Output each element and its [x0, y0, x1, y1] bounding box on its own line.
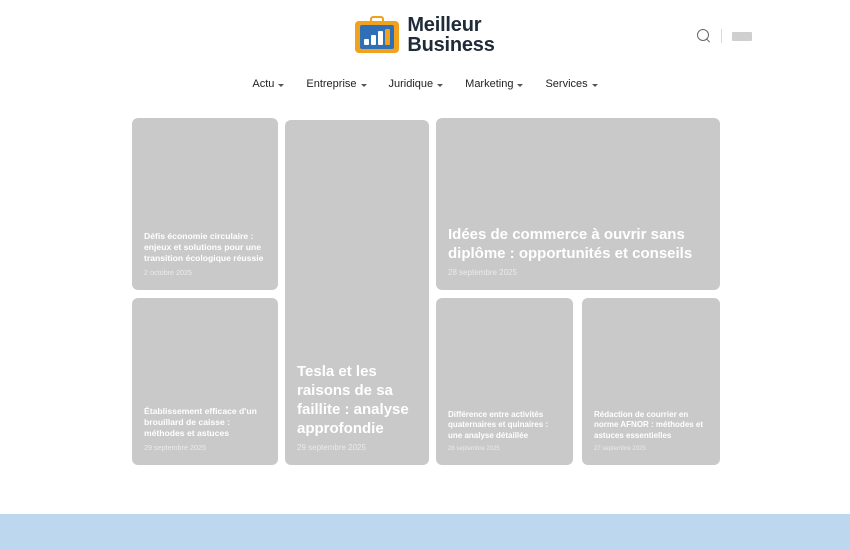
article-title: Rédaction de courrier en norme AFNOR : méthodes et astuces essentielles [594, 410, 704, 440]
article-grid [130, 120, 720, 472]
toolbar-divider [721, 29, 722, 43]
article-card[interactable] [436, 118, 720, 290]
article-card[interactable] [132, 298, 278, 465]
article-date: 2 octobre 2025 [144, 268, 192, 278]
article-card[interactable] [436, 298, 573, 465]
chevron-down-icon [437, 84, 443, 87]
article-date: 29 septembre 2025 [144, 443, 206, 453]
article-card[interactable] [285, 120, 429, 465]
chevron-down-icon [361, 84, 367, 87]
article-title: Différence entre activités quaternaires et quinaires : une analyse détaillée [448, 410, 549, 440]
site-logo[interactable] [355, 15, 494, 56]
nav-item-label: Actu [252, 78, 275, 90]
language-switcher[interactable] [732, 32, 752, 41]
chevron-down-icon [517, 84, 523, 87]
nav-item-label: Juridique [388, 78, 434, 90]
chevron-down-icon [278, 84, 284, 87]
article-date: 27 septembre 2025 [594, 445, 646, 452]
article-title: Idées de commerce à ouvrir sans diplôme : opportunités et conseils [448, 226, 693, 263]
site-logo-text [407, 15, 494, 56]
article-card[interactable] [582, 298, 720, 465]
nav-item-entreprise[interactable] [306, 78, 366, 90]
article-title: Défis économie circulaire : enjeux et solutions pour une transition écologique réussie [144, 231, 264, 264]
article-date: 29 septembre 2025 [297, 443, 366, 453]
nav-item-marketing[interactable] [465, 78, 523, 90]
main-navigation [0, 70, 850, 98]
logo-line-2: Business [407, 34, 495, 56]
nav-item-actu[interactable] [252, 78, 284, 90]
chevron-down-icon [592, 84, 598, 87]
briefcase-chart-icon [355, 15, 399, 55]
nav-item-services[interactable] [545, 78, 597, 90]
article-date: 28 septembre 2025 [448, 268, 517, 278]
nav-item-label: Services [545, 78, 588, 90]
article-card[interactable] [132, 118, 278, 290]
header-tools [697, 29, 752, 43]
footer-band [0, 514, 850, 550]
nav-item-label: Entreprise [306, 78, 357, 90]
nav-item-label: Marketing [465, 78, 514, 90]
article-date: 28 septembre 2025 [448, 445, 500, 452]
logo-line-1: Meilleur [407, 13, 482, 36]
nav-item-juridique[interactable] [389, 78, 444, 90]
article-title: Tesla et les raisons de sa faillite : analyse approfondie [297, 362, 409, 438]
site-header [0, 0, 850, 70]
article-title: Établissement efficace d'un brouillard de caisse : méthodes et astuces [144, 406, 257, 439]
featured-articles-section [0, 98, 850, 498]
search-icon[interactable] [697, 29, 711, 43]
